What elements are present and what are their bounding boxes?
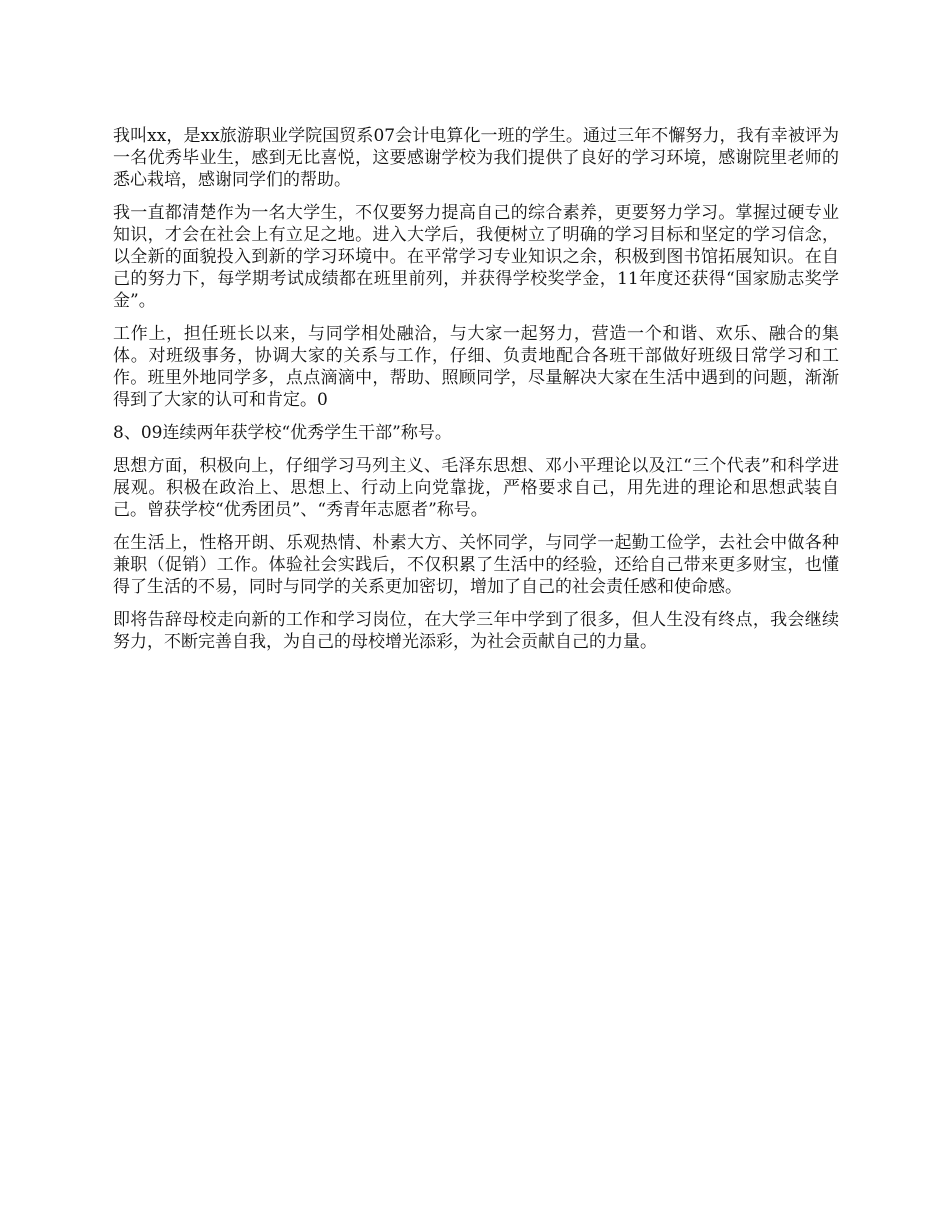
paragraph-life: 在生活上，性格开朗、乐观热情、朴素大方、关怀同学，与同学一起勤工俭学，去社会中做各种兼职（促销）工作。体验社会实践后，不仅积累了生活中的经验，还给自己带来更多财宝，也懂得了生活的不易，同时与同学的关系更加密切，增加了自己的社会责任感和使命感。	[113, 533, 839, 597]
paragraph-award: 8、09连续两年获学校“优秀学生干部”称号。	[113, 423, 452, 443]
paragraph-ideology: 思想方面，积极向上，仔细学习马列主义、毛泽东思想、邓小平理论以及江“三个代表”和科学进展观。积极在政治上、思想上、行动上向党靠拢，严格要求自己，用先进的理论和思想武装自己。曾获学校“优秀团员”、“秀青年志愿者”称号。	[113, 456, 839, 520]
paragraph-study: 我一直都清楚作为一名大学生，不仅要努力提高自己的综合素养，更要努力学习。掌握过硬专业知识，才会在社会上有立足之地。进入大学后，我便树立了明确的学习目标和坚定的学习信念，以全新的面貌投入到新的学习环境中。在平常学习专业知识之余，积极到图书馆拓展知识。在自己的努力下，每学期考试成绩都在班里前列，并获得学校奖学金，11年度还获得“国家励志奖学金”。	[113, 203, 839, 311]
document-body	[113, 125, 839, 664]
paragraph-closing: 即将告辞母校走向新的工作和学习岗位，在大学三年中学到了很多，但人生没有终点，我会继续努力，不断完善自我，为自己的母校增光添彩，为社会贡献自己的力量。	[113, 610, 839, 652]
paragraph-introduction: 我叫xx，是xx旅游职业学院国贸系07会计电算化一班的学生。通过三年不懈努力，我有幸被评为一名优秀毕业生，感到无比喜悦，这要感谢学校为我们提供了良好的学习环境，感谢院里老师的悉心栽培，感谢同学们的帮助。	[113, 126, 839, 190]
paragraph-work: 工作上，担任班长以来，与同学相处融洽，与大家一起努力，营造一个和谐、欢乐、融合的集体。对班级事务，协调大家的关系与工作，仔细、负责地配合各班干部做好班级日常学习和工作。班里外地同学多，点点滴滴中，帮助、照顾同学，尽量解决大家在生活中遇到的问题，渐渐得到了大家的认可和肯定。0	[113, 324, 839, 410]
